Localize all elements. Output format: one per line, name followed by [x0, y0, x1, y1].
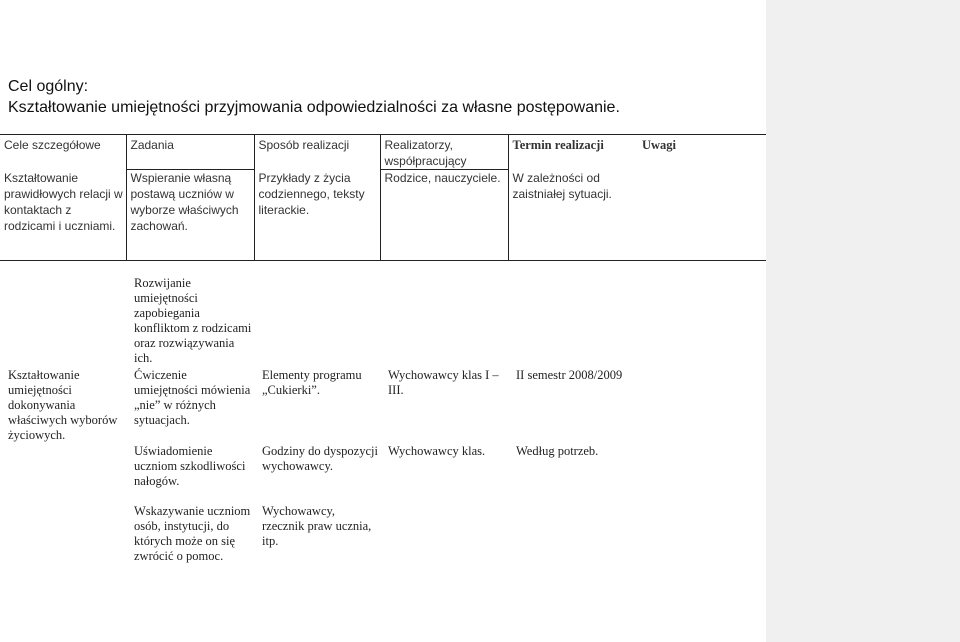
- row2-method-people: Wychowawcy, rzecznik praw ucznia, itp.: [262, 504, 372, 548]
- row1-task: Wspieranie własną postawą uczniów w wyborze właściwych zachowań.: [126, 170, 254, 261]
- row1-method: Przykłady z życia codziennego, teksty literackie.: [254, 170, 380, 261]
- row1-deadline: W zależności od zaistniałej sytuacji.: [508, 170, 638, 261]
- header-tasks: Zadania: [126, 135, 254, 170]
- header-goals: Cele szczegółowe: [0, 135, 126, 170]
- row2-task-addictions: Uświadomienie uczniom szkodliwości nałogów.: [134, 444, 246, 488]
- header-executors: Realizatorzy, współpracujący: [380, 135, 508, 170]
- page-heading: [8, 76, 620, 118]
- goal-label: Cel ogólny:: [8, 78, 89, 95]
- row2-method-program: Elementy programu „Cukierki”.: [262, 368, 362, 397]
- row2-goal: Kształtowanie umiejętności dokonywania właściwych wyborów życiowych.: [8, 368, 118, 442]
- row2-executors-classes: Wychowawcy klas I – III.: [388, 368, 499, 397]
- row2-task-conflicts: Rozwijanie umiejętności zapobiegania konfliktom z rodzicami oraz rozwiązywania ich.: [134, 276, 252, 365]
- row1-goal: Kształtowanie prawidłowych relacji w kontaktach z rodzicami i uczniami.: [0, 170, 126, 261]
- table-header-row: [0, 135, 766, 170]
- row2-method-hours: Godziny do dyspozycji wychowawcy.: [262, 444, 378, 473]
- header-notes: Uwagi: [638, 135, 766, 170]
- row2-executors-tutors: Wychowawcy klas.: [388, 444, 486, 458]
- row2-notes: [638, 261, 766, 562]
- row2-deadline-semester: II semestr 2008/2009: [516, 368, 623, 382]
- plan-table: [0, 134, 766, 561]
- table-row: [0, 170, 766, 261]
- row2-deadline-needs: Według potrzeb.: [516, 444, 599, 458]
- header-deadline: Termin realizacji: [508, 135, 638, 170]
- row1-executors: Rodzice, nauczyciele.: [380, 170, 508, 261]
- header-method: Sposób realizacji: [254, 135, 380, 170]
- row2-task-say-no: Ćwiczenie umiejętności mówienia „nie” w różnych sytuacjach.: [134, 368, 251, 427]
- row2-task-help: Wskazywanie uczniom osób, instytucji, do których może on się zwrócić o pomoc.: [134, 504, 251, 563]
- goal-text: Kształtowanie umiejętności przyjmowania odpowiedzialności za własne postępowanie.: [8, 99, 620, 116]
- side-strip: [766, 0, 960, 642]
- row1-notes: [638, 170, 766, 261]
- table-row: [0, 261, 766, 562]
